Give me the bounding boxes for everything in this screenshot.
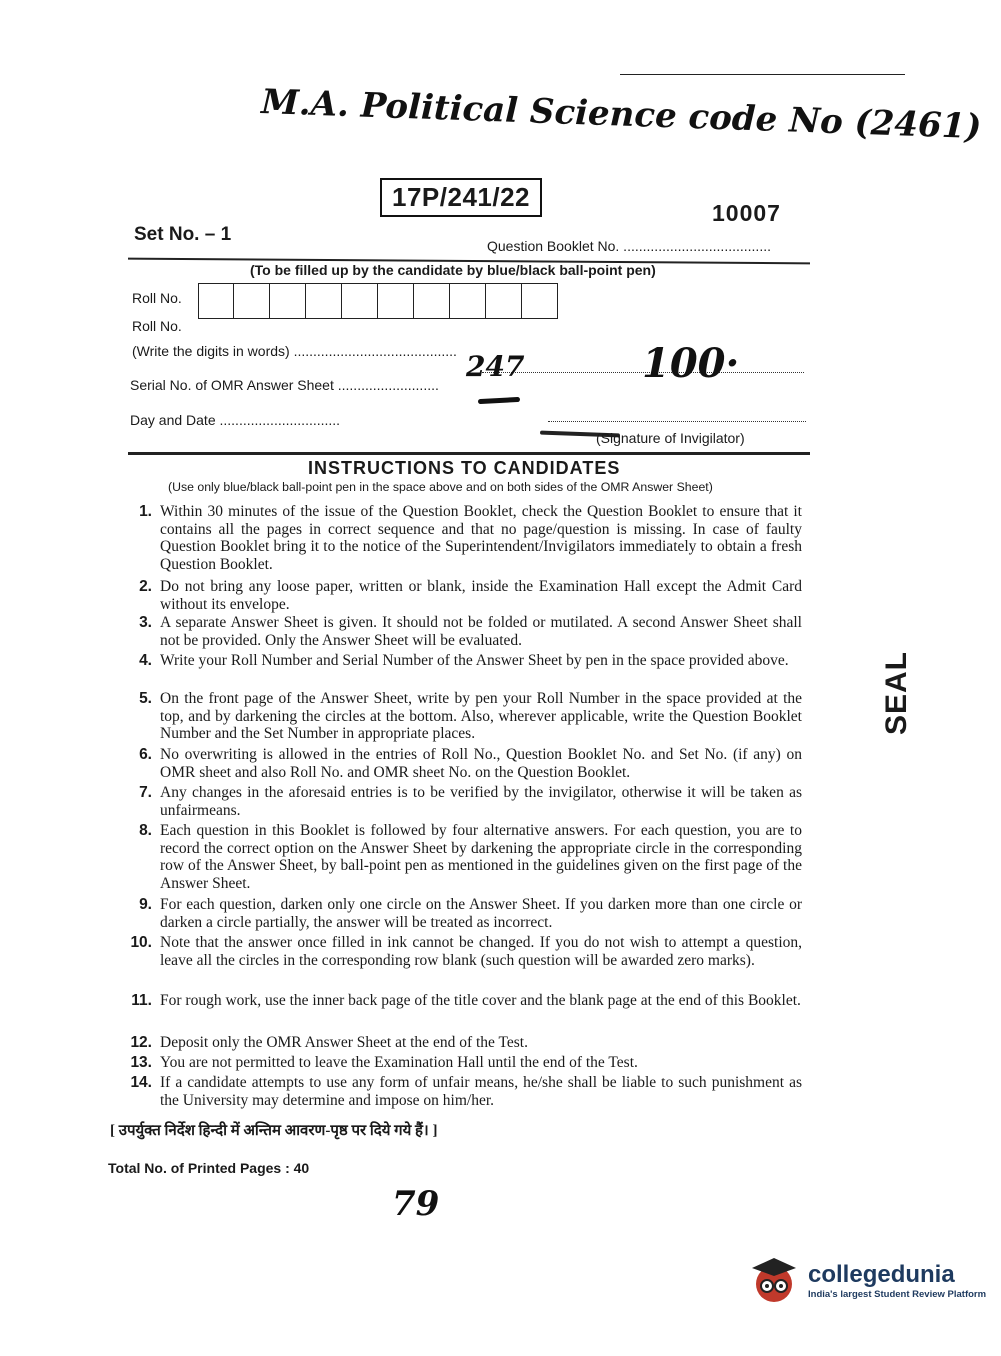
instruction-item bbox=[126, 503, 802, 573]
instruction-number: 5. bbox=[139, 690, 152, 707]
instruction-text: A separate Answer Sheet is given. It should not be folded or mutilated. A second Answer Sheet shall not be provided. Only the Answer Sheet will be evaluated. bbox=[160, 614, 802, 649]
graduate-mascot-icon bbox=[746, 1252, 802, 1308]
instruction-text: If a candidate attempts to use any form of unfair means, he/she shall be liable to such punishment as the University may determine and impose on him/her. bbox=[160, 1074, 802, 1109]
roll-box[interactable] bbox=[414, 283, 450, 319]
instruction-text: Each question in this Booklet is followed by four alternative answers. For each question, you are to record the correct option on the Answer Sheet by darkening the appropriate circle in the corresponding row of the Answer Sheet, by ball-point pen as mentioned in the guidelines given on the first page of the Answer Sheet. bbox=[160, 822, 802, 892]
roll-box[interactable] bbox=[450, 283, 486, 319]
instruction-text: For each question, darken only one circle on the Answer Sheet. If you darken more than one circle or darken a circle partially, the answer will be treated as incorrect. bbox=[160, 896, 802, 931]
invigilator-signature-line[interactable] bbox=[548, 421, 806, 422]
ink-stroke bbox=[478, 397, 520, 404]
instruction-number: 13. bbox=[130, 1054, 152, 1071]
instruction-text: Write your Roll Number and Serial Number of the Answer Sheet by pen in the space provided above. bbox=[160, 652, 789, 669]
instruction-item bbox=[126, 934, 802, 969]
roll-number-boxes[interactable] bbox=[198, 283, 558, 319]
booklet-number: 10007 bbox=[712, 200, 781, 226]
serial-no-label: Serial No. of OMR Answer Sheet .......................... bbox=[130, 377, 439, 393]
instruction-item bbox=[126, 578, 802, 613]
roll-no-words-label: Roll No. bbox=[132, 318, 182, 334]
instruction-item bbox=[126, 1074, 802, 1109]
hindi-note: [ उपर्युक्त निर्देश हिन्दी में अन्तिम आवरण-पृष्ठ पर दिये गये हैं। ] bbox=[110, 1123, 438, 1139]
instructions-subtitle: (Use only blue/black ball-point pen in the space above and on both sides of the OMR Answer Sheet) bbox=[168, 480, 713, 494]
roll-box[interactable] bbox=[486, 283, 522, 319]
seal-label: SEAL bbox=[880, 650, 914, 736]
instruction-item bbox=[126, 1054, 802, 1072]
instruction-item bbox=[126, 652, 802, 670]
question-booklet-label: Question Booklet No. ...................................... bbox=[487, 238, 771, 254]
instruction-number: 14. bbox=[130, 1074, 152, 1091]
instruction-number: 4. bbox=[139, 652, 152, 669]
roll-box[interactable] bbox=[198, 283, 234, 319]
instruction-item bbox=[126, 992, 802, 1010]
booklet-code: 17P/241/22 bbox=[380, 178, 542, 217]
instruction-number: 6. bbox=[139, 746, 152, 763]
handwritten-words: 247 bbox=[466, 350, 525, 383]
instruction-number: 7. bbox=[139, 784, 152, 801]
instruction-number: 1. bbox=[139, 503, 152, 520]
instruction-number: 3. bbox=[139, 614, 152, 631]
roll-box[interactable] bbox=[342, 283, 378, 319]
roll-box[interactable] bbox=[270, 283, 306, 319]
total-pages: Total No. of Printed Pages : 40 bbox=[108, 1160, 310, 1176]
instruction-number: 9. bbox=[139, 896, 152, 913]
handwritten-extra: 100· bbox=[642, 340, 740, 387]
day-date-label: Day and Date ............................... bbox=[130, 412, 341, 428]
roll-box[interactable] bbox=[522, 283, 558, 319]
instruction-item bbox=[126, 614, 802, 649]
roll-box[interactable] bbox=[378, 283, 414, 319]
instruction-text: On the front page of the Answer Sheet, write by pen your Roll Number in the space provided at the top, and by darkening the circles at the bottom. Also, wherever applicable, write the Question Booklet Number and the Set Number in appropriate places. bbox=[160, 690, 802, 742]
set-number: Set No. – 1 bbox=[134, 224, 232, 245]
write-digits-label: (Write the digits in words) .......................................... bbox=[132, 343, 457, 359]
instruction-item bbox=[126, 746, 802, 781]
instruction-item bbox=[126, 784, 802, 819]
instruction-item bbox=[126, 822, 802, 892]
instruction-text: Within 30 minutes of the issue of the Question Booklet, check the Question Booklet to ensure that it contains all the pages in correct sequence and that no page/question is missing. In case of faulty Question Booklet bring it to the notice of the Superintendent/Invigilators immediately to obtain a fresh Question Booklet. bbox=[160, 503, 802, 573]
instruction-text: Do not bring any loose paper, written or blank, inside the Examination Hall except the Admit Card without its envelope. bbox=[160, 578, 802, 613]
instruction-text: Note that the answer once filled in ink cannot be changed. If you do not wish to attempt a question, leave all the circles in the corresponding row blank (such question will be awarded zero marks). bbox=[160, 934, 802, 969]
instruction-text: Any changes in the aforesaid entries is to be verified by the invigilator, otherwise it will be taken as unfairmeans. bbox=[160, 784, 802, 819]
instruction-text: For rough work, use the inner back page of the title cover and the blank page at the end of this Booklet. bbox=[160, 992, 801, 1009]
handwritten-title: M.A. Political Science code No (2461) bbox=[260, 82, 983, 148]
instruction-text: Deposit only the OMR Answer Sheet at the end of the Test. bbox=[160, 1034, 528, 1051]
instruction-number: 12. bbox=[130, 1034, 152, 1051]
top-divider bbox=[620, 74, 905, 75]
invigilator-label: (Signature of Invigilator) bbox=[596, 430, 745, 446]
instructions-title: INSTRUCTIONS TO CANDIDATES bbox=[308, 458, 621, 478]
brand-name: collegedunia bbox=[808, 1260, 955, 1288]
instruction-number: 8. bbox=[139, 822, 152, 839]
brand-tagline: India's largest Student Review Platform bbox=[808, 1288, 987, 1300]
instruction-item bbox=[126, 690, 802, 743]
form-bottom-rule bbox=[128, 452, 810, 455]
instruction-item bbox=[126, 896, 802, 931]
instruction-number: 2. bbox=[139, 578, 152, 595]
instruction-number: 10. bbox=[130, 934, 152, 951]
collegedunia-watermark bbox=[746, 1252, 986, 1308]
roll-box[interactable] bbox=[234, 283, 270, 319]
instruction-text: No overwriting is allowed in the entries of Roll No., Question Booklet No. and Set No. (if any) on OMR sheet and also Roll No. and OMR sheet No. on the Question Booklet. bbox=[160, 746, 802, 781]
instruction-item bbox=[126, 1034, 802, 1052]
instruction-text: You are not permitted to leave the Examination Hall until the end of the Test. bbox=[160, 1054, 638, 1071]
fill-note: (To be filled up by the candidate by blue/black ball-point pen) bbox=[250, 262, 656, 278]
instruction-number: 11. bbox=[131, 992, 152, 1009]
roll-box[interactable] bbox=[306, 283, 342, 319]
roll-no-label: Roll No. bbox=[132, 290, 182, 306]
handwritten-page-number: 79 bbox=[392, 1184, 440, 1224]
